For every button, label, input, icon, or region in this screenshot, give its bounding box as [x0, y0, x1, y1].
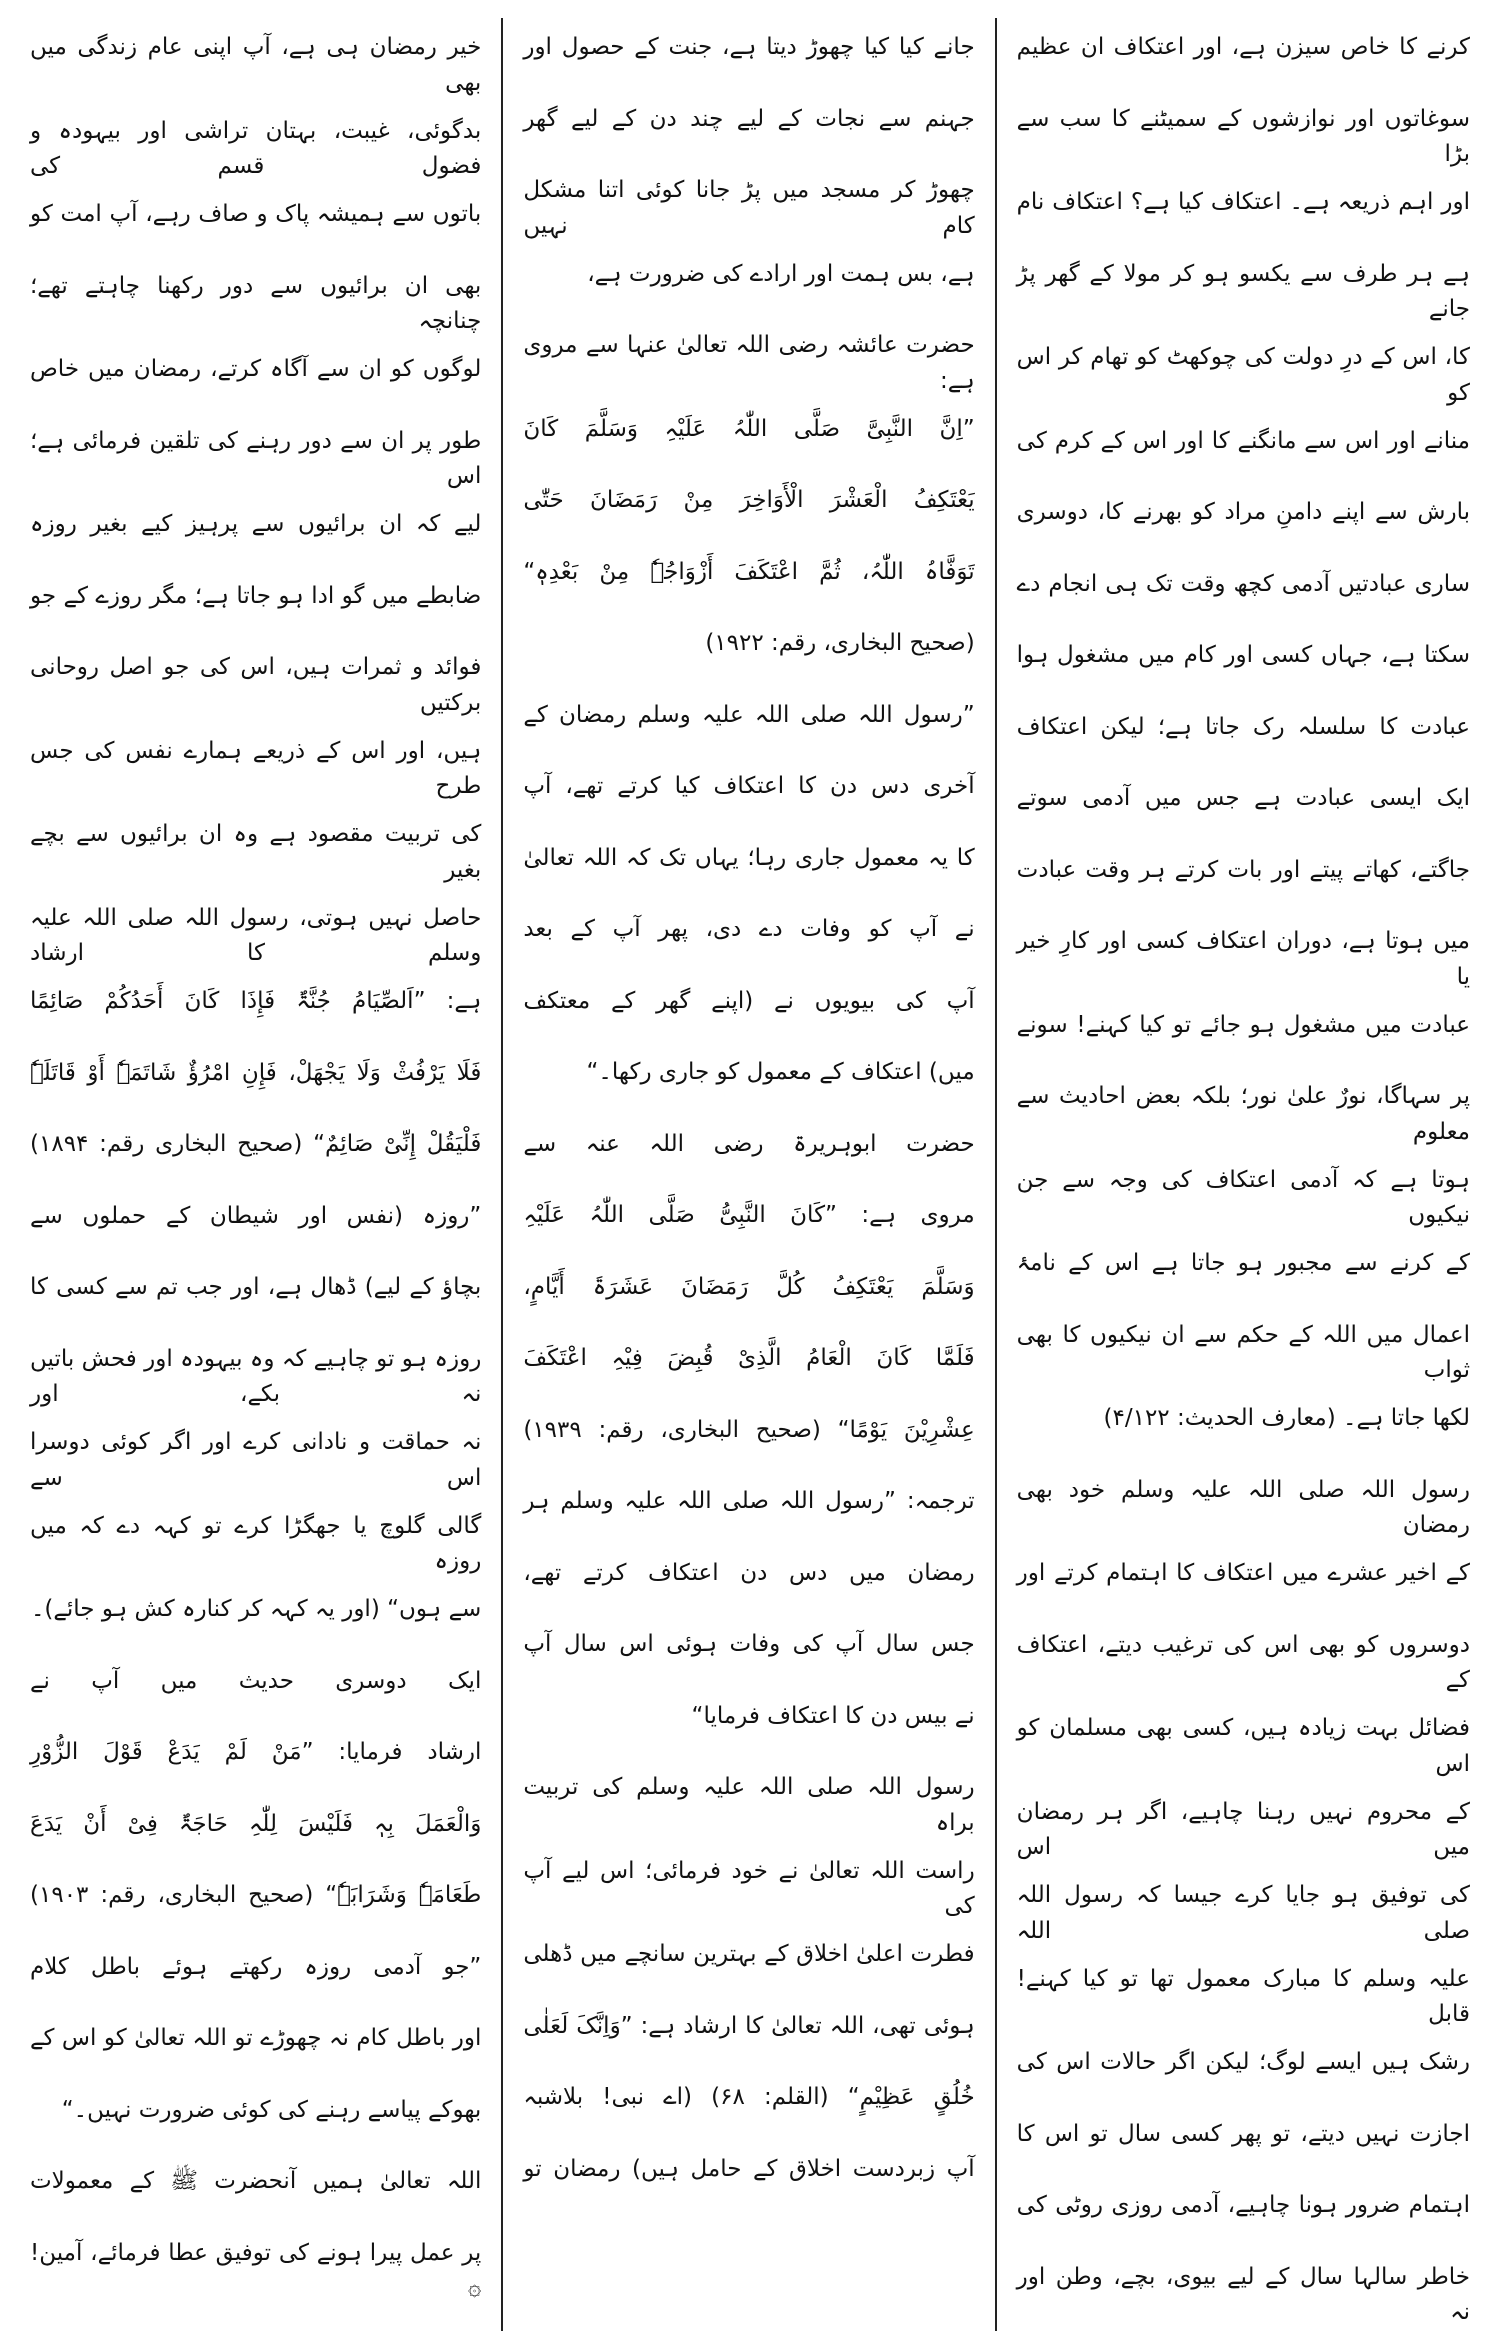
text-line: ساری عبادتیں آدمی کچھ وقت تک ہی انجام دے: [1016, 570, 1470, 597]
text-line: روزہ ہو تو چاہیے کہ وہ بیہودہ اور فحش باتیں نہ بکے، اور: [30, 1345, 482, 1408]
text-line: بھوکے پیاسے رہنے کی کوئی ضرورت نہیں۔“: [61, 2096, 482, 2123]
text-line: پر عمل پیرا ہونے کی توفیق عطا فرمائے، آمین! ۞: [30, 2239, 482, 2302]
text-line: تَوَفَّاہُ اللّٰہُ، ثُمَّ اعْتَکَفَ أَزْوَاجُہٗ مِنْ بَعْدِہٖ“: [523, 558, 975, 585]
text-line: ہیں، اور اس کے ذریعے ہمارے نفس کی جس طرح: [30, 737, 482, 800]
text-line: کا یہ معمول جاری رہا؛ یہاں تک کہ اللہ تعالیٰ: [523, 844, 975, 871]
text-line: کی تربیت مقصود ہے وہ ان برائیوں سے بچے بغیر: [30, 821, 482, 883]
text-line: فَلَا یَرْفُثْ وَلَا یَجْھَلْ، فَإِنِ امْرُؤٌ شَاتَمَہٗ أَوْ قَاتَلَہٗ: [30, 1059, 482, 1086]
text-line: فضائل بہت زیادہ ہیں، کسی بھی مسلمان کو اس: [1016, 1715, 1470, 1777]
text-line: کے کرنے سے مجبور ہو جاتا ہے اس کے نامۂ: [1016, 1250, 1470, 1276]
text-line: جس سال آپ کی وفات ہوئی اس سال آپ: [523, 1631, 975, 1657]
text-line: ہے، بس ہمت اور ارادے کی ضرورت ہے،: [587, 260, 975, 287]
text-line: فطرت اعلیٰ اخلاق کے بہترین سانچے میں ڈھلی: [523, 1941, 975, 1967]
text-line: منانے اور اس سے مانگنے کا اور اس کے کرم کی: [1016, 427, 1470, 454]
text-line: رسول اللہ صلی اللہ علیہ وسلم خود بھی رمضان: [1016, 1476, 1470, 1539]
text-line: فَلْیَقُلْ إِنِّیْ صَائِمٌ“ (صحیح البخاری رقم: ۱۸۹۴): [30, 1131, 482, 1157]
text-line: ہے: ”اَلصِّیَامُ جُنَّۃٌ فَإِذَا کَانَ أَحَدُکُمْ صَائِمًا: [30, 988, 482, 1014]
text-line: میں) اعتکاف کے معمول کو جاری رکھا۔“: [586, 1059, 975, 1085]
text-line: جاگتے، کھاتے پیتے اور بات کرتے ہر وقت عبادت: [1016, 856, 1470, 883]
text-line: جانے کیا کیا چھوڑ دیتا ہے، جنت کے حصول اور: [523, 34, 975, 60]
text-line: جہنم سے نجات کے لیے چند دن کے لیے گھر: [523, 105, 975, 132]
text-line: ایک ایسی عبادت ہے جس میں آدمی سوتے: [1016, 785, 1470, 811]
text-line: لوگوں کو ان سے آگاہ کرتے، رمضان میں خاص: [30, 356, 482, 382]
text-line: عبادت میں مشغول ہو جائے تو کیا کہنے! سونے: [1016, 1011, 1470, 1038]
text-line: عبادت کا سلسلہ رک جاتا ہے؛ لیکن اعتکاف: [1016, 713, 1470, 740]
article-column-middle: [503, 18, 996, 2331]
text-line: اجازت نہیں دیتے، تو پھر کسی سال تو اس کا: [1016, 2120, 1470, 2147]
text-line: راست اللہ تعالیٰ نے خود فرمائی؛ اس لیے آپ کی: [523, 1857, 975, 1920]
text-line: علیہ وسلم کا مبارک معمول تھا تو کیا کہنے! قابل: [1016, 1965, 1470, 2028]
text-line: یَعْتَکِفُ الْعَشْرَ الْأَوَاخِرَ مِنْ رَمَضَانَ حَتّٰی: [523, 487, 975, 513]
text-line: ہوتا ہے کہ آدمی اعتکاف کی وجہ سے جن نیکیوں: [1016, 1166, 1470, 1229]
text-line: سے ہوں“ (اور یہ کہہ کر کنارہ کش ہو جائے)۔: [30, 1596, 482, 1622]
text-line: ضابطے میں گو ادا ہو جاتا ہے؛ مگر روزے کے جو: [30, 582, 482, 609]
text-line: سوغاتوں اور نوازشوں کے سمیٹنے کا سب سے بڑا: [1016, 105, 1470, 168]
text-line: ارشاد فرمایا: ”مَنْ لَمْ یَدَعْ قَوْلَ الزُّوْرِ: [30, 1739, 482, 1765]
text-line: میں ہوتا ہے، دوران اعتکاف کسی اور کارِ خیر یا: [1016, 928, 1470, 990]
text-line: رمضان میں دس دن اعتکاف کرتے تھے،: [523, 1559, 975, 1586]
article-column-left: [10, 18, 503, 2331]
text-line: بارش سے اپنے دامنِ مراد کو بھرنے کا، دوسری: [1016, 499, 1470, 525]
text-line: رشک ہیں ایسے لوگ؛ لیکن اگر حالات اس کی: [1016, 2049, 1470, 2075]
text-line: اعمال میں اللہ کے حکم سے ان نیکیوں کا بھی ثواب: [1016, 1321, 1470, 1384]
text-line: پر سہاگا، نورٌ علیٰ نور؛ بلکہ بعض احادیث سے معلوم: [1016, 1083, 1470, 1145]
text-line: عِشْرِیْنَ یَوْمًا“ (صحیح البخاری، رقم: ۱۹۳۹): [523, 1416, 975, 1443]
text-line: (صحیح البخاری، رقم: ۱۹۲۲): [705, 630, 975, 656]
text-line: نے آپ کو وفات دے دی، پھر آپ کے بعد: [523, 916, 975, 942]
text-line: گالی گلوچ یا جھگڑا کرے تو کہہ دے کہ میں روزہ: [30, 1512, 482, 1575]
text-line: طور پر ان سے دور رہنے کی تلقین فرمائی ہے؛ اس: [30, 427, 482, 490]
text-line: وَالْعَمَلَ بِہٖ فَلَیْسَ لِلّٰہِ حَاجَۃٌ فِیْ أَنْ یَدَعَ: [30, 1810, 482, 1837]
text-line: کا، اس کے درِ دولت کی چوکھٹ کو تھام کر اس کو: [1016, 344, 1470, 406]
text-line: کرنے کا خاص سیزن ہے، اور اعتکاف ان عظیم: [1016, 34, 1470, 60]
text-line: آخری دس دن کا اعتکاف کیا کرتے تھے، آپ: [523, 773, 975, 799]
text-line: کے محروم نہیں رہنا چاہیے، اگر ہر رمضان میں اس: [1016, 1798, 1470, 1861]
text-line: طَعَامَہٗ وَشَرَابَہٗ“ (صحیح البخاری، رقم: ۱۹۰۳): [30, 1882, 482, 1908]
text-line: کے اخیر عشرے میں اعتکاف کا اہتمام کرتے اور: [1016, 1560, 1470, 1586]
text-line: ”اِنَّ النَّبِیَّ صَلَّی اللّٰہُ عَلَیْہِ وَسَلَّمَ کَانَ: [523, 415, 975, 442]
text-line: اہتمام ضرور ہونا چاہیے، آدمی روزی روٹی کی: [1016, 2192, 1470, 2218]
text-line: کی توفیق ہو جایا کرے جیسا کہ رسول اللہ صلی اللہ: [1016, 1882, 1470, 1944]
text-line: باتوں سے ہمیشہ پاک و صاف رہے، آپ امت کو: [30, 201, 482, 227]
text-line: ہوئی تھی، اللہ تعالیٰ کا ارشاد ہے: ”وَاِنَّکَ لَعَلٰی: [523, 2012, 975, 2039]
text-line: فَلَمَّا کَانَ الْعَامُ الَّذِیْ قُبِضَ فِیْہِ اعْتَکَفَ: [523, 1345, 975, 1371]
text-line: چھوڑ کر مسجد میں پڑ جانا کوئی اتنا مشکل کام نہیں: [523, 177, 975, 239]
text-line: ”جو آدمی روزہ رکھتے ہوئے باطل کلام: [30, 1953, 482, 1980]
text-line: لیے کہ ان برائیوں سے پرہیز کیے بغیر روزہ: [30, 511, 482, 537]
text-line: آپ زبردست اخلاق کے حامل ہیں) رمضان تو: [523, 2155, 975, 2182]
text-line: حضرت عائشہ رضی اللہ تعالیٰ عنہا سے مروی ہے:: [523, 332, 975, 394]
article-column-right: [997, 18, 1490, 2331]
text-line: ہے ہر طرف سے یکسو ہو کر مولا کے گھر پڑ جانے: [1016, 260, 1470, 323]
text-line: مروی ہے: ”کَانَ النَّبِیُّ صَلَّی اللّٰہُ عَلَیْہِ: [523, 1202, 975, 1228]
text-line: خُلُقٍ عَظِیْمٍ“ (القلم: ۶۸) (اے نبی! بلاشبہ: [523, 2084, 975, 2110]
text-line: بچاؤ کے لیے) ڈھال ہے، اور جب تم سے کسی کا: [30, 1274, 482, 1300]
text-line: حضرت ابوہریرۃ رضی اللہ عنہ سے: [523, 1130, 975, 1157]
text-line: بھی ان برائیوں سے دور رکھنا چاہتے تھے؛ چنانچہ: [30, 272, 482, 335]
text-line: آپ کی بیویوں نے (اپنے گھر کے معتکف: [523, 987, 975, 1014]
text-line: خیر رمضان ہی ہے، آپ اپنی عام زندگی میں بھی: [30, 34, 482, 96]
text-line: وَسَلَّمَ یَعْتَکِفُ کُلَّ رَمَضَانَ عَشَرَۃَ أَیَّامٍ،: [523, 1273, 975, 1300]
text-line: ایک دوسری حدیث میں آپ نے: [30, 1667, 482, 1694]
text-line: حاصل نہیں ہوتی، رسول اللہ صلی اللہ علیہ وسلم کا ارشاد: [30, 904, 482, 967]
text-line: رسول اللہ صلی اللہ علیہ وسلم کی تربیت براہ: [523, 1774, 975, 1836]
text-line: ترجمہ: ”رسول اللہ صلی اللہ علیہ وسلم ہر: [523, 1488, 975, 1514]
text-line: فوائد و ثمرات ہیں، اس کی جو اصل روحانی برکتیں: [30, 654, 482, 716]
text-line: نے بیس دن کا اعتکاف فرمایا“: [691, 1702, 975, 1729]
text-line: دوسروں کو بھی اس کی ترغیب دیتے، اعتکاف کے: [1016, 1631, 1470, 1694]
text-line: ”رسول اللہ صلی اللہ علیہ وسلم رمضان کے: [523, 701, 975, 728]
text-line: بدگوئی، غیبت، بہتان تراشی اور بیہودہ و فضول قسم کی: [30, 117, 482, 180]
text-line: سکتا ہے، جہاں کسی اور کام میں مشغول ہوا: [1016, 642, 1470, 668]
text-line: خاطر سالہا سال کے لیے بیوی، بچے، وطن اور نہ: [1016, 2263, 1470, 2326]
text-line: ”روزہ (نفس اور شیطان کے حملوں سے: [30, 1202, 482, 1229]
text-line: اللہ تعالیٰ ہمیں آنحضرت ﷺ کے معمولات: [30, 2168, 482, 2194]
text-line: اور باطل کام نہ چھوڑے تو اللہ تعالیٰ کو اس کے: [30, 2025, 482, 2051]
text-line: نہ حماقت و نادانی کرے اور اگر کوئی دوسرا اس سے: [30, 1429, 482, 1491]
text-line: لکھا جاتا ہے۔ (معارف الحدیث: ۴/۱۲۲): [1103, 1405, 1470, 1431]
text-line: اور اہم ذریعہ ہے۔ اعتکاف کیا ہے؟ اعتکاف نام: [1016, 189, 1470, 215]
